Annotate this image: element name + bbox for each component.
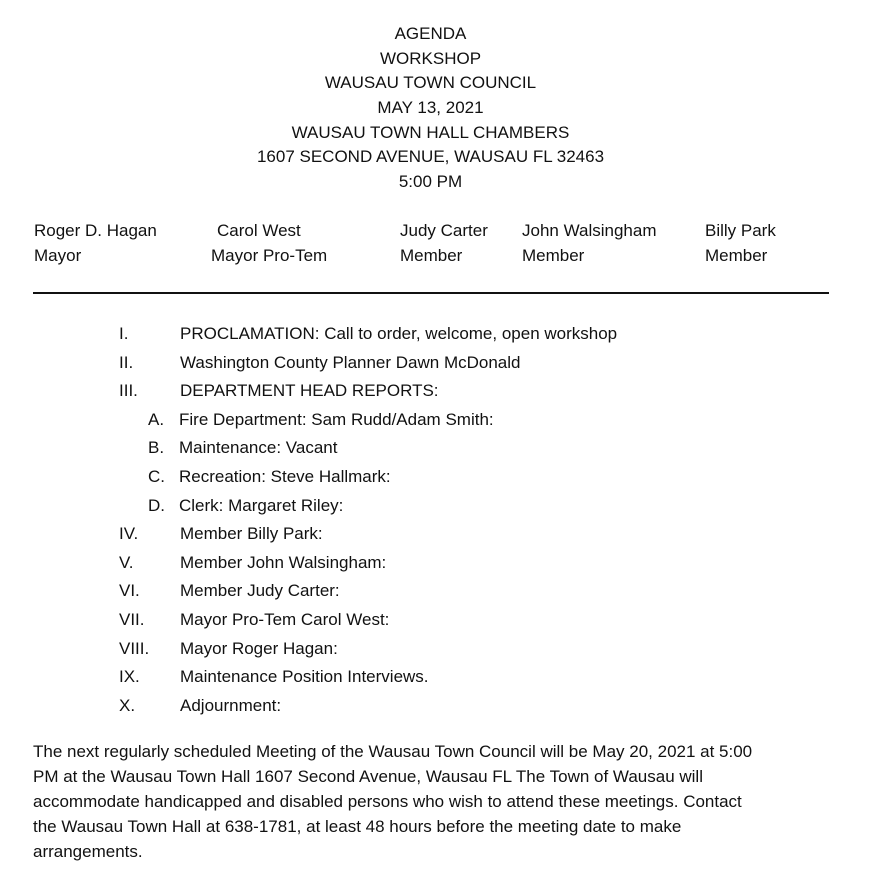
agenda-subitem: [0, 465, 873, 494]
item-text: Mayor Roger Hagan:: [180, 638, 338, 658]
subitem-text: Fire Department: Sam Rudd/Adam Smith:: [179, 409, 494, 429]
member-title: Member: [705, 246, 768, 265]
council-member: [522, 218, 657, 268]
notice-line: PM at the Wausau Town Hall 1607 Second Avenue, Wausau FL The Town of Wausau will: [33, 767, 703, 786]
notice-line: The next regularly scheduled Meeting of the Wausau Town Council will be May 20, 2021 at 5:00: [33, 742, 753, 761]
header-title: AGENDA: [394, 24, 467, 43]
subitem-text: Maintenance: Vacant: [179, 438, 338, 458]
member-name: Billy Park: [705, 221, 776, 240]
item-text: PROCLAMATION: Call to order, welcome, open workshop: [180, 324, 618, 343]
item-numeral: VIII.: [119, 638, 150, 658]
agenda-item: [0, 579, 873, 608]
subitem-text: Clerk: Margaret Riley:: [179, 495, 344, 515]
subitem-letter: A.: [148, 409, 165, 429]
meeting-notice: [33, 739, 833, 864]
member-name: Judy Carter: [400, 221, 488, 240]
agenda-subitem: [0, 408, 873, 437]
subitem-text: Recreation: Steve Hallmark:: [179, 466, 391, 486]
subitem-letter: D.: [148, 495, 165, 515]
item-numeral: II.: [119, 352, 134, 372]
notice-line: the Wausau Town Hall at 638-1781, at least 48 hours before the meeting date to make: [33, 817, 682, 836]
item-text: Adjournment:: [180, 695, 282, 715]
item-text: Member Judy Carter:: [180, 581, 340, 601]
member-name: Roger D. Hagan: [34, 221, 157, 240]
agenda-item: [0, 351, 873, 380]
item-text: Washington County Planner Dawn McDonald: [180, 352, 521, 372]
document-header: [0, 22, 861, 195]
member-title: Member: [400, 246, 463, 265]
council-member: [34, 218, 157, 268]
agenda-list: [0, 322, 873, 722]
header-address: 1607 SECOND AVENUE, WAUSAU FL 32463: [256, 147, 605, 167]
agenda-item: [0, 637, 873, 666]
agenda-item: [0, 322, 873, 351]
notice-line: accommodate handicapped and disabled persons who wish to attend these meetings. Contact: [33, 792, 742, 811]
item-numeral: III.: [119, 381, 138, 401]
item-text: Member John Walsingham:: [180, 552, 387, 572]
agenda-subitem: [0, 494, 873, 523]
council-members: [0, 218, 873, 270]
notice-line: arrangements.: [33, 842, 143, 861]
member-name: John Walsingham: [522, 221, 657, 240]
item-numeral: V.: [119, 552, 134, 572]
member-title: Mayor: [34, 246, 82, 265]
divider-line: [33, 292, 829, 294]
item-text: Mayor Pro-Tem Carol West:: [180, 609, 390, 629]
agenda-item: [0, 694, 873, 723]
agenda-item: [0, 522, 873, 551]
council-member: [211, 218, 327, 268]
council-member: [705, 218, 776, 268]
member-title: Mayor Pro-Tem: [211, 246, 328, 265]
item-numeral: IV.: [119, 524, 139, 544]
header-venue: WAUSAU TOWN HALL CHAMBERS: [291, 122, 570, 142]
item-numeral: I.: [119, 324, 129, 343]
item-numeral: VI.: [119, 581, 140, 601]
header-time: 5:00 PM: [398, 172, 463, 192]
member-name: Carol West: [217, 221, 301, 240]
council-member: [400, 218, 488, 268]
agenda-item: [0, 608, 873, 637]
agenda-item: [0, 551, 873, 580]
item-numeral: IX.: [119, 667, 140, 687]
item-text: DEPARTMENT HEAD REPORTS:: [180, 381, 439, 401]
item-numeral: X.: [119, 695, 136, 715]
agenda-subitem: [0, 436, 873, 465]
member-title: Member: [522, 246, 585, 265]
header-meeting-type: WORKSHOP: [379, 48, 482, 68]
header-body: WAUSAU TOWN COUNCIL: [324, 73, 537, 93]
item-text: Maintenance Position Interviews.: [180, 667, 429, 687]
item-text: Member Billy Park:: [180, 524, 323, 544]
subitem-letter: C.: [148, 466, 165, 486]
header-date: MAY 13, 2021: [377, 98, 484, 118]
agenda-item: [0, 379, 873, 408]
subitem-letter: B.: [148, 438, 165, 458]
agenda-item: [0, 665, 873, 694]
item-numeral: VII.: [119, 609, 145, 629]
